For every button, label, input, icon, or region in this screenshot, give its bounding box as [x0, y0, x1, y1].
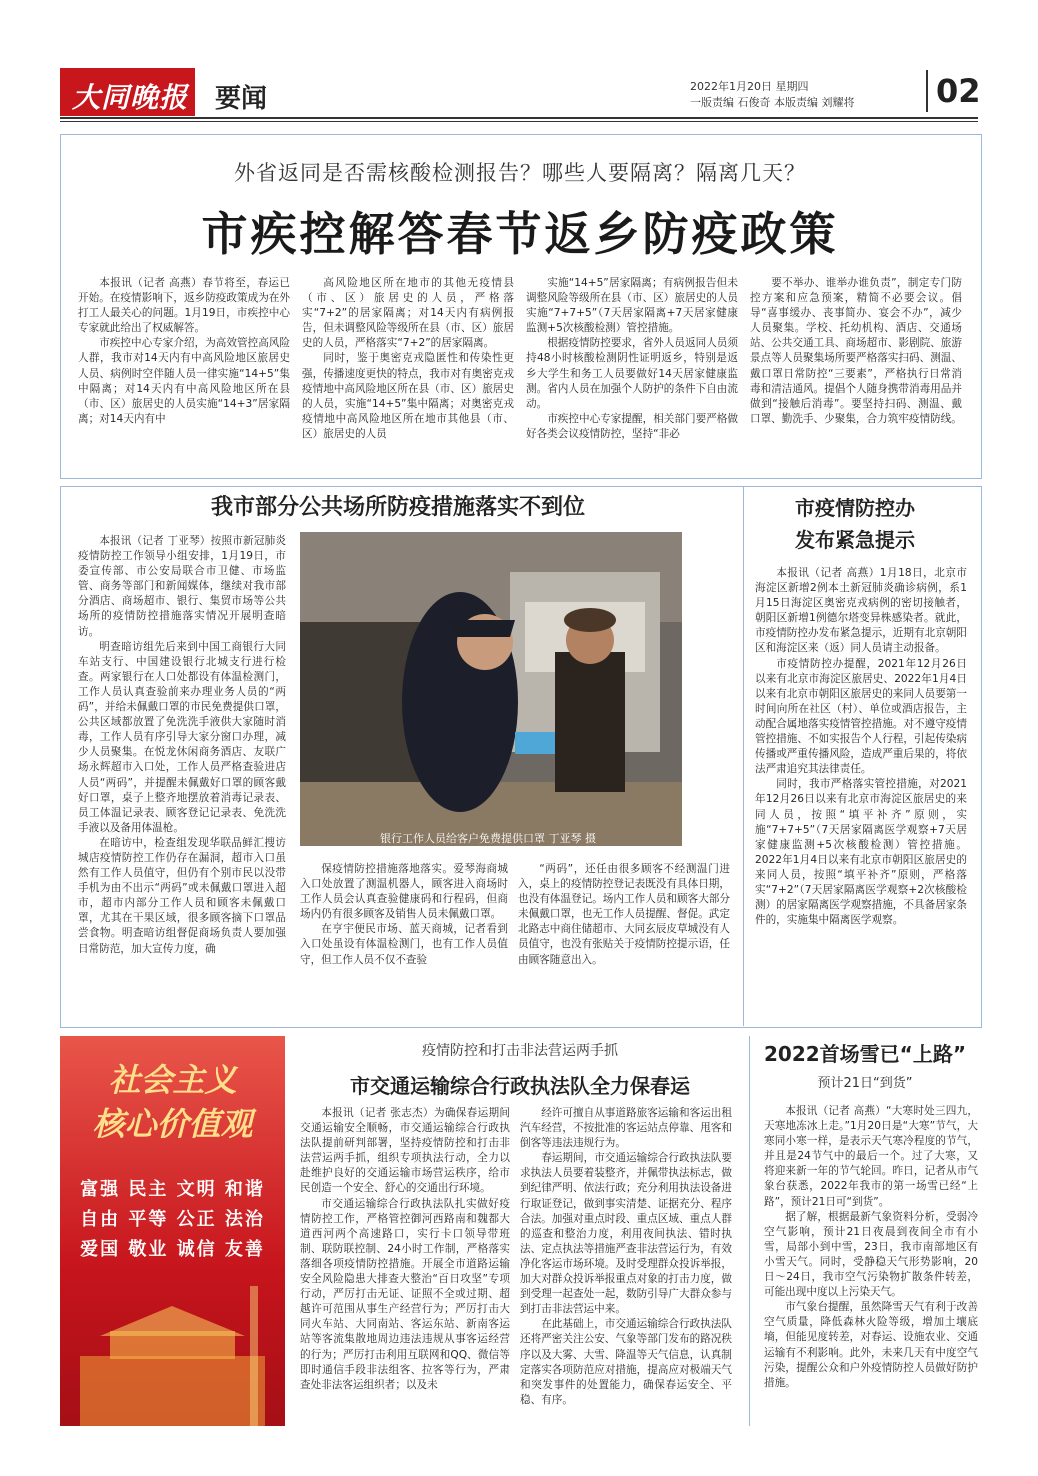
- bottom-story-kicker: 疫情防控和打击非法营运两手抓: [422, 1043, 618, 1059]
- top-story-headline: 市疾控解答春节返乡防疫政策: [201, 207, 839, 261]
- mid-story-column: [518, 862, 730, 1012]
- paragraph: 本报讯（记者 高燕）春节将至，春运已开始。在疫情影响下，返乡防疫政策成为在外打工人最关心的问题。1月19日，市疾控中心专家就此给出了权威解答。: [78, 277, 290, 335]
- bottom-story-column: [300, 1106, 510, 1421]
- editor-credits: 一版责编 石俊奇 本版责编 刘耀将: [690, 96, 855, 109]
- column-divider: [743, 486, 744, 1026]
- paragraph: 市交通运输综合行政执法队扎实做好疫情防控工作，严格管控御河西路南和魏都大道西河两个高速路口，实行卡口领导带班制、联防联控制、24小时工作制，严格落实落细各项疫情防控措施。开展全市道路运输安全风险隐患大排查大整治“百日攻坚”专项行动，严厉打击无证、证照不全或过期、超越许可范围从事生产经营行为；严厉打击大同火车站、大同南站、客运东站、新南客运站等客流集散地周边违法违规从事客运经营的行为；严厉打击利用互联网和QQ、微信等即时通信手段非法组客、拉客等行为，严肃查处非法客运组织者；以及未: [300, 1197, 510, 1391]
- mid-story-column: [78, 534, 286, 1014]
- paragraph: 经许可擅自从事道路旅客运输和客运出租汽车经营，不按批准的客运站点停靠、甩客和倒客等违法违规行为。: [520, 1107, 732, 1150]
- top-story-column: [526, 276, 738, 466]
- paragraph: 本报讯（记者 张志杰）为确保春运期间交通运输安全顺畅，市交通运输综合行政执法队提前研判部署，坚持疫情防控和打击非法营运两手抓，组织专项执法行动，全力以赴维护良好的交通运输市场营运秩序，给市民创造一个安全、舒心的交通出行环境。: [300, 1107, 510, 1195]
- paragraph: 春运期间，市交通运输综合行政执法队要求执法人员要着装整齐，并佩带执法标志，做到纪律严明、依法行政；充分利用执法设备进行取证登记，做到事实清楚、证据充分、程序合法。加强对重点时段、重点区域、重点人群的巡查和整治力度，利用夜间执法、错时执法、定点执法等措施严查非法营运行为，有效净化客运市场环境。及时受理群众投诉举报，加大对群众投诉举报重点对象的打击力度，做到受理一起查处一起，数防引导广大群众参与到打击非法营运中来。: [520, 1152, 732, 1316]
- column-divider: [749, 1036, 750, 1426]
- mid-story-column: [300, 862, 508, 1012]
- paragraph: 保疫情防控措施落地落实。爱琴海商城入口处放置了测温机器人，顾客进入商场时工作人员会认真查验健康码和行程码，但商场内仍有很多顾客及销售人员未佩戴口罩。: [300, 863, 508, 921]
- paragraph: “两码”，还任由很多顾客不经测温门进入，桌上的疫情防控登记表既没有具体日期，也没有体温登记。场内工作人员和顾客大部分未佩戴口罩，也无工作人员提醒、督促。武定北路志中商住储超市、大同玄辰皮草城没有人员值守，也没有张贴关于疫情防控提示语，任由顾客随意出入。: [518, 863, 730, 966]
- paragraph: 实施“14+5”居家隔离；有病例报告但未调整风险等级所在县（市、区）旅居史的人员实施“7+7+5”（7天居家隔离+7天居家健康监测+5次核酸检测）管控措施。: [526, 277, 738, 335]
- poster-title-line: 核心价值观: [92, 1105, 253, 1143]
- page-number-divider: [926, 70, 928, 112]
- snow-story-column: [764, 1104, 978, 1422]
- side-story-headline: [745, 492, 965, 556]
- side-story-headline-line: 发布紧急提示: [795, 528, 915, 552]
- paragraph: 市疾控中心专家提醒，相关部门要严格做好各类会议疫情防控，坚持“非必: [526, 412, 738, 440]
- paragraph: 本报讯（记者 高燕）1月18日，北京市海淀区新增2例本土新冠肺炎确诊病例，系1月15日海淀区奥密克戎病例的密切接触者，朝阳区新增1例德尔塔变异株感染者。就此，市疫情防控办发布紧急提示，近期有北京朝阳区和海淀区来（返）同人员请主动报备。: [755, 567, 967, 655]
- snow-story-subtitle: 预计21日“到货”: [817, 1076, 913, 1091]
- paragraph: 本报讯（记者 丁亚琴）按照市新冠肺炎疫情防控工作领导小组安排，1月19日，市委宣传部、市公安局联合市卫健、市场监管、商务等部门和新闻媒体，继续对我市部分酒店、商场超市、银行、集贸市场等公共场所的疫情防控措施落实情况开展明查暗访。: [78, 535, 286, 638]
- top-story-column: [750, 276, 962, 466]
- poster-values-row: 自由 平等 公正 法治: [80, 1209, 265, 1230]
- paragraph: 在暗访中，检查组发现华联品鲜汇搜访城店疫情防控工作仍存在漏洞，超市入口虽然有工作人员值守，但仍有个别市民以没带手机为由不出示“两码”或未佩戴口罩进入超市，超市内部分工作人员和顾客未佩戴口罩，尤其在干果区域，很多顾客摘下口罩品尝食物。明查暗访组督促商场负责人要加强日常防范，加大宣传力度，确: [78, 836, 286, 955]
- news-photo: [300, 532, 682, 846]
- poster-title-line: 社会主义: [108, 1061, 237, 1099]
- header-rule: [60, 117, 978, 119]
- bottom-story-headline: 市交通运输综合行政执法队全力保春运: [350, 1074, 690, 1098]
- newspaper-logo-text: 大同晚报: [72, 81, 189, 114]
- paragraph: 同时，鉴于奥密克戎隐匿性和传染性更强，传播速度更快的特点，我市对有奥密克戎疫情地中高风险地区所在县（市、区）旅居史的人员，实施“14+5”集中隔离；对奥密克戎疫情地中高风险地区所在地市其他县（市、区）旅居史的人员: [302, 352, 514, 440]
- top-story-kicker: 外省返同是否需核酸检测报告？哪些人要隔离？隔离几天？: [234, 161, 806, 185]
- paragraph: 市疾控中心专家介绍，为高效管控高风险人群，我市对14天内有中高风险地区旅居史人员、病例时空伴随人员一律实施“14+5”集中隔离；对14天内有中高风险地区所在县（市、区）旅居史的人员实施“14+3”居家隔离；对14天内有中: [78, 337, 290, 425]
- header-rule-thin: [60, 121, 978, 122]
- news-photo-illustration: [300, 532, 682, 846]
- bottom-story-column: [520, 1106, 732, 1421]
- poster-values-row: 爱国 敬业 诚信 友善: [80, 1239, 265, 1260]
- paragraph: 市疫情防控办提醒，2021年12月26日以来有北京市海淀区旅居史、2022年1月4日以来有北京市朝阳区旅居史的来同人员要第一时间向所在社区（村）、单位或酒店报告，主动配合属地落实疫情管控措施。对不遵守疫情管控措施、不如实报告个人行程，引起传染病传播或严重传播风险，造成严重后果的，将依法严肃追究其法律责任。: [755, 657, 967, 776]
- paragraph: 高风险地区所在地市的其他无疫情县（市、区）旅居史的人员，严格落实“7+2”的居家隔离；对14天内有病例报告，但未调整风险等级所在县（市、区）旅居史的人员，严格落实“7+2”的居家隔离。: [302, 277, 514, 350]
- side-story-column: [755, 566, 967, 1018]
- top-story-column: [302, 276, 514, 466]
- poster-title: [60, 1058, 285, 1146]
- page-number: 02: [936, 72, 981, 110]
- paragraph: 明查暗访组先后来到中国工商银行大同车站支行、中国建设银行北城支行进行检查。两家银行在人口处都设有体温检测门，工作人员认真查验前来办理业务人员的“两码”，并给未佩戴口罩的市民免费提供口罩，公共区域都放置了免洗洗手液供大家随时消毒，工作人员有序引导大家分窗口办理，减少人员聚集。在悦龙休闲商务酒店、友联广场永辉超市入口处，工作人员严格查验进店人员“两码”，并提醒未佩戴好口罩的顾客戴好口罩，桌子上整齐地摆放着消毒记录表、员工体温记录表、顾客登记记录表、免洗洗手液以及备用体温枪。: [78, 640, 286, 834]
- paragraph: 在亨宇便民市场、蓝天商城，记者看到入口处虽设有体温检测门，也有工作人员值守，但工作人员不仅不查验: [300, 923, 508, 966]
- section-title: 要闻: [215, 84, 268, 114]
- paragraph: 根据疫情防控要求，省外人员返同人员须持48小时核酸检测阴性证明返乡，特别是返乡大学生和务工人员要做好14天居家健康监测。省内人员在加强个人防护的条件下自由流动。: [526, 337, 738, 410]
- paragraph: 本报讯（记者 高燕）“大寒时处三四九，天寒地冻冰上走。”1月20日是“大寒”节气，大寒同小寒一样，是表示天气寒冷程度的节气，并且是24节气中的最后一个。过了大寒，又将迎来新一年的节气轮回。昨日，记者从市气象台获悉，2022年我市的第一场雪已经“上路”，预计21日可“到货”。: [764, 1105, 978, 1208]
- paragraph: 在此基础上，市交通运输综合行政执法队还将严密关注公安、气象等部门发布的路况秩序以及大雾、大雪、降温等天气信息，认真制定落实各项防范应对措施，提高应对极端天气和突发事件的处置能力，确保春运安全、平稳、有序。: [520, 1318, 732, 1406]
- issue-date: 2022年1月20日 星期四: [690, 80, 809, 93]
- side-story-headline-line: 市疫情防控办: [795, 496, 915, 520]
- top-story-column: [78, 276, 290, 466]
- paragraph: 市气象台提醒，虽然降雪天气有利于改善空气质量，降低森林火险等级，增加土壤底墒，但能见度转差，对春运、设施农业、交通运输有不利影响。此外，未来几天有中度空气污染，提醒公众和户外疫情防控人员做好防护措施。: [764, 1301, 978, 1389]
- paragraph: 据了解，根据最新气象资料分析，受弱冷空气影响，预计21日夜晨到夜间全市有小雪，局部小到中雪，23日，我市南部地区有小雪天气。同时，受静稳天气形势影响，20日～24日，我市空气污染物扩散条件转差，可能出现中度以上污染天气。: [764, 1210, 978, 1299]
- poster-values-row: 富强 民主 文明 和谐: [80, 1179, 265, 1200]
- mid-story-headline: 我市部分公共场所防疫措施落实不到位: [210, 495, 585, 520]
- paragraph: 同时，我市严格落实管控措施，对2021年12月26日以来有北京市海淀区旅居史的来同人员，按照“填平补齐”原则，实施“7+7+5”（7天居家隔离医学观察+7天居家健康监测+5次核酸检测）管控措施。2022年1月4日以来有北京市朝阳区旅居史的来同人员，按照“填平补齐”原则，严格落实“7+2”（7天居家隔离医学观察+2次核酸检测）的居家隔离医学观察措施，不具备居家条件的，实施集中隔离医学观察。: [755, 778, 967, 927]
- paragraph: 要不举办、谁举办谁负责”，制定专门防控方案和应急预案，精简不必要会议。倡导“喜事缓办、丧事简办、宴会不办”，减少人员聚集。学校、托幼机构、酒店、交通场站、公共交通工具、商场超市、影剧院、旅游景点等人员聚集场所要严格落实扫码、测温、戴口罩日常防控“三要素”，严格执行日常消毒和清洁通风。提倡个人随身携带消毒用品并做到“接触后消毒”。要坚持扫码、测温、戴口罩、勤洗手、少聚集，合力筑牢疫情防线。: [750, 277, 962, 425]
- photo-caption: 银行工作人员给客户免费提供口罩 丁亚琴 摄: [380, 832, 596, 845]
- snow-story-headline: 2022首场雪已“上路”: [764, 1042, 966, 1066]
